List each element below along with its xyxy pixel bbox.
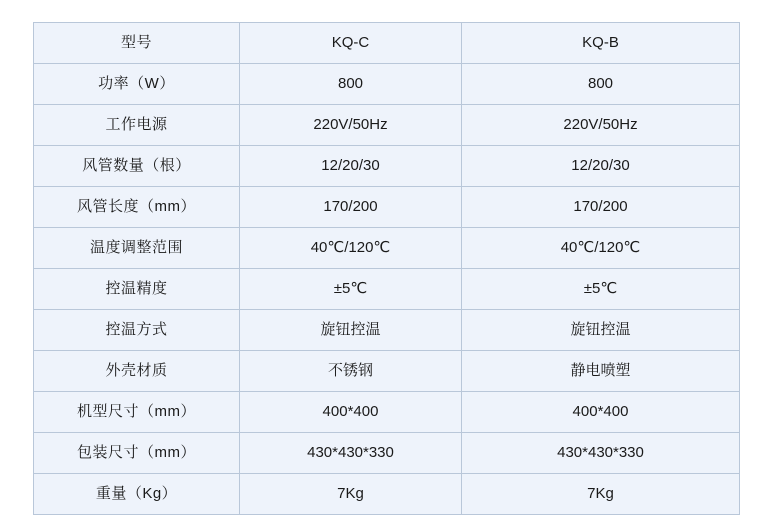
- row-label: 风管数量（根）: [34, 146, 240, 187]
- row-value-kqb: 40℃/120℃: [462, 228, 740, 269]
- row-value-kqc: 430*430*330: [240, 433, 462, 474]
- table-row: [34, 146, 740, 187]
- row-label: 包装尺寸（mm）: [34, 433, 240, 474]
- table-row: [34, 310, 740, 351]
- row-value-kqb: 7Kg: [462, 474, 740, 515]
- row-label: 型号: [34, 23, 240, 64]
- row-value-kqb: 旋钮控温: [462, 310, 740, 351]
- row-value-kqb: 400*400: [462, 392, 740, 433]
- row-value-kqb: 170/200: [462, 187, 740, 228]
- row-value-kqc: 40℃/120℃: [240, 228, 462, 269]
- row-value-kqc: 7Kg: [240, 474, 462, 515]
- table-row: [34, 392, 740, 433]
- row-value-kqb: 220V/50Hz: [462, 105, 740, 146]
- row-label: 控温精度: [34, 269, 240, 310]
- row-value-kqc: 220V/50Hz: [240, 105, 462, 146]
- row-label: 机型尺寸（mm）: [34, 392, 240, 433]
- row-value-kqc: 不锈钢: [240, 351, 462, 392]
- row-label: 风管长度（mm）: [34, 187, 240, 228]
- row-label: 功率（W）: [34, 64, 240, 105]
- table-row: [34, 23, 740, 64]
- row-value-kqb: 静电喷塑: [462, 351, 740, 392]
- row-value-kqb: ±5℃: [462, 269, 740, 310]
- table-row: [34, 64, 740, 105]
- row-value-kqc: KQ-C: [240, 23, 462, 64]
- row-value-kqc: 400*400: [240, 392, 462, 433]
- row-value-kqc: 12/20/30: [240, 146, 462, 187]
- row-value-kqc: 旋钮控温: [240, 310, 462, 351]
- table-row: [34, 228, 740, 269]
- row-label: 外壳材质: [34, 351, 240, 392]
- row-value-kqc: ±5℃: [240, 269, 462, 310]
- row-value-kqb: KQ-B: [462, 23, 740, 64]
- table-row: [34, 269, 740, 310]
- table-row: [34, 187, 740, 228]
- row-value-kqb: 430*430*330: [462, 433, 740, 474]
- table-row: [34, 474, 740, 515]
- row-value-kqc: 170/200: [240, 187, 462, 228]
- specification-table: [33, 22, 740, 515]
- row-label: 温度调整范围: [34, 228, 240, 269]
- row-label: 重量（Kg）: [34, 474, 240, 515]
- row-value-kqb: 800: [462, 64, 740, 105]
- row-value-kqb: 12/20/30: [462, 146, 740, 187]
- row-label: 工作电源: [34, 105, 240, 146]
- table-row: [34, 105, 740, 146]
- row-label: 控温方式: [34, 310, 240, 351]
- table-row: [34, 433, 740, 474]
- row-value-kqc: 800: [240, 64, 462, 105]
- table-row: [34, 351, 740, 392]
